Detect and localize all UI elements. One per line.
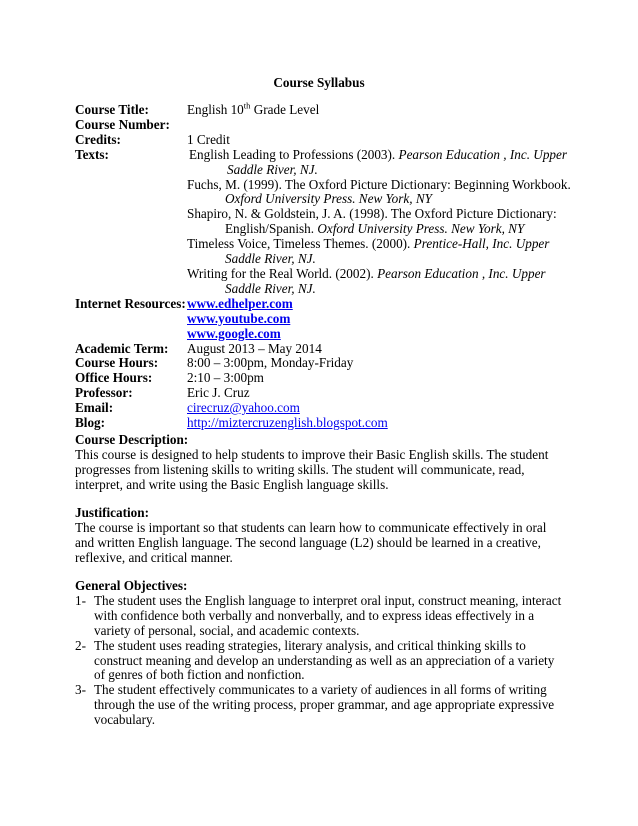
text-entry [187, 207, 575, 237]
course-hours-value: 8:00 – 3:00pm, Monday-Friday [187, 355, 354, 371]
text-entry [187, 178, 575, 208]
academic-term-row [75, 342, 575, 357]
email-row [75, 401, 575, 416]
text-entry-plain: Writing for the Real World. (2002). [187, 265, 378, 281]
text-entry [187, 267, 575, 297]
general-objectives-heading: General Objectives: [75, 578, 188, 593]
academic-term-label: Academic Term: [75, 340, 169, 356]
objective-text: The student effectively communicates to a variety of audiences in all forms of writing through the use of the writing process, proper grammar, and age appropriate expressive vocabulary. [94, 682, 555, 728]
blog-link[interactable]: http://miztercruzenglish.blogspot.com [187, 415, 388, 431]
objective-text: The student uses reading strategies, literary analysis, and critical thinking skills to construct meaning and develop an understanding as well as an appreciation of a variety of genres of both fiction and nonfiction. [94, 637, 555, 683]
blog-label: Blog: [75, 415, 106, 431]
course-number-row [75, 118, 575, 133]
text-entry-italic: Pearson Education , Inc. Upper Saddle River, NJ. [227, 146, 567, 177]
text-entry [187, 237, 575, 267]
course-number-value [187, 118, 575, 133]
course-title-suffix: Grade Level [250, 102, 320, 117]
course-hours-row [75, 356, 575, 371]
justification-body: The course is important so that students can learn how to communicate effectively in oral and written English language. The second language (L2) should be learned in a creative, reflexive, and critical manner. [75, 519, 547, 565]
text-entry-plain: Shapiro, N. & Goldstein, J. A. (1998). The Oxford Picture Dictionary: English/Spanish. [187, 206, 557, 237]
text-entry-plain: Timeless Voice, Timeless Themes. (2000). [187, 236, 414, 252]
course-description-heading: Course Description: [75, 432, 189, 447]
course-description-body: This course is designed to help students to improve their Basic English skills. The student progresses from listening skills to writing skills. The student will communicate, read, interpret, and write using the Basic English language skills. [75, 446, 549, 492]
text-entry-italic: Oxford University Press. New York, NY [225, 191, 432, 207]
texts-list [187, 148, 575, 297]
objective-number: 3- [75, 682, 86, 698]
professor-label: Professor: [75, 385, 133, 401]
office-hours-label: Office Hours: [75, 370, 153, 386]
edhelper-link[interactable]: www.edhelper.com [187, 295, 293, 311]
google-link[interactable]: www.google.com [187, 325, 281, 341]
course-title-sup: th [243, 100, 251, 111]
academic-term-value: August 2013 – May 2014 [187, 340, 322, 356]
course-hours-label: Course Hours: [75, 355, 159, 371]
youtube-link[interactable]: www.youtube.com [187, 310, 291, 326]
text-entry-plain: English Leading to Professions (2003). [189, 146, 399, 162]
text-entry-italic: Prentice-Hall, Inc. Upper Saddle River, NJ. [225, 236, 550, 267]
email-label: Email: [75, 400, 114, 416]
page-title: Course Syllabus [273, 75, 365, 90]
texts-label: Texts: [75, 146, 109, 162]
course-title-row [75, 100, 575, 118]
course-title-value [187, 100, 575, 118]
justification-section [75, 506, 565, 566]
credits-value: 1 Credit [187, 131, 230, 147]
text-entry-italic: Pearson Education , Inc. Upper Saddle River, NJ. [225, 265, 546, 296]
course-title-label: Course Title: [75, 102, 149, 117]
internet-resources-row [75, 297, 575, 342]
text-entry-plain: Fuchs, M. (1999). The Oxford Picture Dictionary: Beginning Workbook. [187, 176, 571, 192]
objective-number: 2- [75, 637, 86, 653]
objective-item [75, 683, 565, 728]
professor-row [75, 386, 575, 401]
credits-label: Credits: [75, 131, 121, 147]
objective-number: 1- [75, 592, 86, 608]
text-entry [189, 148, 575, 178]
course-description-section [75, 433, 565, 493]
texts-row [75, 148, 575, 297]
internet-resources-list [187, 297, 575, 342]
professor-value: Eric J. Cruz [187, 385, 250, 401]
office-hours-value: 2:10 – 3:00pm [187, 370, 264, 386]
course-info-block [75, 100, 575, 431]
email-link[interactable]: cirecruz@yahoo.com [187, 400, 300, 416]
blog-row [75, 416, 575, 431]
text-entry-italic: Oxford University Press. New York, NY [317, 221, 525, 237]
office-hours-row [75, 371, 575, 386]
objective-text: The student uses the English language to interpret oral input, construct meaning, interact with confidence both verbally and nonverbally, and to express ideas effectively in a variety of personal, social, and academic contexts. [94, 592, 562, 638]
objective-item [75, 594, 565, 639]
credits-row [75, 133, 575, 148]
objective-item [75, 639, 565, 684]
internet-resources-label: Internet Resources: [75, 295, 186, 311]
general-objectives-section [75, 579, 565, 728]
course-title-text: English 10 [187, 102, 244, 117]
justification-heading: Justification: [75, 505, 149, 520]
course-number-label: Course Number: [75, 116, 170, 132]
